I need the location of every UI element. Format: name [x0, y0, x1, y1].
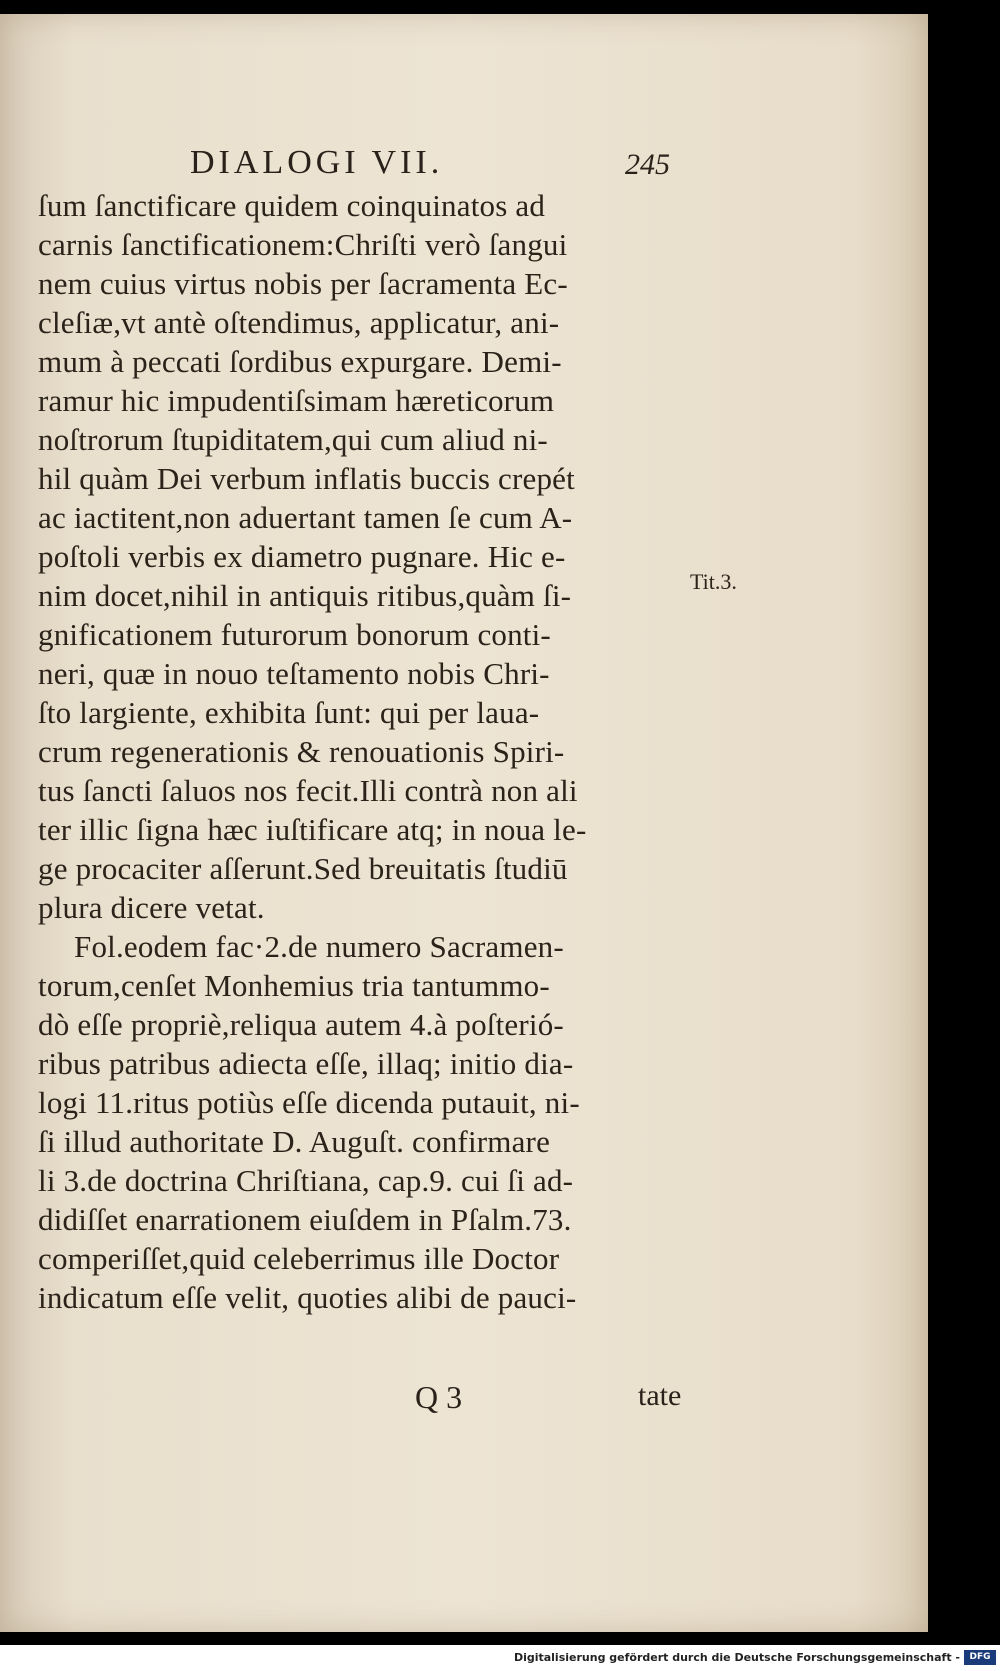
text-line: ſi illud authoritate D. Auguſt. confirmare [38, 1124, 551, 1159]
text-line: nim docet,nihil in antiquis ritibus,quàm ſi- [38, 578, 572, 613]
text-line: tus ſancti ſaluos nos fecit.Illi contrà non ali [38, 773, 578, 808]
text-line: ramur hic impudentiſsimam hæreticorum [38, 383, 555, 418]
text-line: dò eſſe propriè,reliqua autem 4.à poſterió- [38, 1007, 564, 1042]
text-line: li 3.de doctrina Chriſtiana, cap.9. cui ſi ad- [38, 1163, 574, 1198]
text-line: indicatum eſſe velit, quoties alibi de pauci- [38, 1280, 577, 1315]
text-line: nem cuius virtus nobis per ſacramenta Ec- [38, 266, 568, 301]
text-line: ter illic ſigna hæc iuſtificare atq; in noua le- [38, 812, 587, 847]
credit-bar [0, 1645, 1000, 1671]
text-line: cleſiæ,vt antè oſtendimus, applicatur, ani- [38, 305, 560, 340]
text-line: hil quàm Dei verbum inflatis buccis crepét [38, 461, 575, 496]
credit-text: Digitalisierung gefördert durch die Deutsche Forschungsgemeinschaft - [513, 1651, 960, 1664]
catchword: tate [638, 1379, 682, 1412]
text-line: didiſſet enarrationem eiuſdem in Pſalm.73. [38, 1202, 572, 1237]
signature-mark: Q 3 [415, 1379, 463, 1415]
text-line: ribus patribus adiecta eſſe, illaq; initio dia- [38, 1046, 574, 1081]
text-line: ge procaciter aſſerunt.Sed breuitatis ſtudiū [38, 851, 568, 886]
book-page [0, 14, 928, 1632]
text-line: comperiſſet,quid celeberrimus ille Doctor [38, 1241, 560, 1276]
text-line: Fol.eodem fac·2.de numero Sacramen- [74, 929, 564, 964]
page-footer [0, 1379, 700, 1419]
text-line: gnificationem futurorum bonorum conti- [38, 617, 551, 652]
text-line: logi 11.ritus potiùs eſſe dicenda putauit, ni- [38, 1085, 580, 1120]
text-line: crum regenerationis & renouationis Spiri- [38, 734, 565, 769]
page-header [0, 124, 700, 184]
running-head: DIALOGI VII. [190, 144, 444, 181]
text-line: neri, quæ in nouo teſtamento nobis Chri- [38, 656, 550, 691]
text-line: noſtrorum ſtupiditatem,qui cum aliud ni- [38, 422, 548, 457]
text-line: ac iactitent,non aduertant tamen ſe cum A- [38, 500, 573, 535]
margin-note: Tit.3. [690, 569, 737, 594]
page-number: 245 [625, 148, 670, 181]
text-line: poſtoli verbis ex diametro pugnare. Hic e- [38, 539, 566, 574]
text-line: ſto largiente, exhibita ſunt: qui per laua- [38, 695, 540, 730]
text-line: mum à peccati ſordibus expurgare. Demi- [38, 344, 562, 379]
text-line: ſum ſanctificare quidem coinquinatos ad [38, 188, 546, 223]
body-text [38, 186, 688, 1317]
text-line: plura dicere vetat. [38, 890, 265, 925]
text-line: torum,cenſet Monhemius tria tantummo- [38, 968, 550, 1003]
dfg-logo: DFG [964, 1650, 996, 1665]
text-line: carnis ſanctificationem:Chriſti verò ſangui [38, 227, 568, 262]
